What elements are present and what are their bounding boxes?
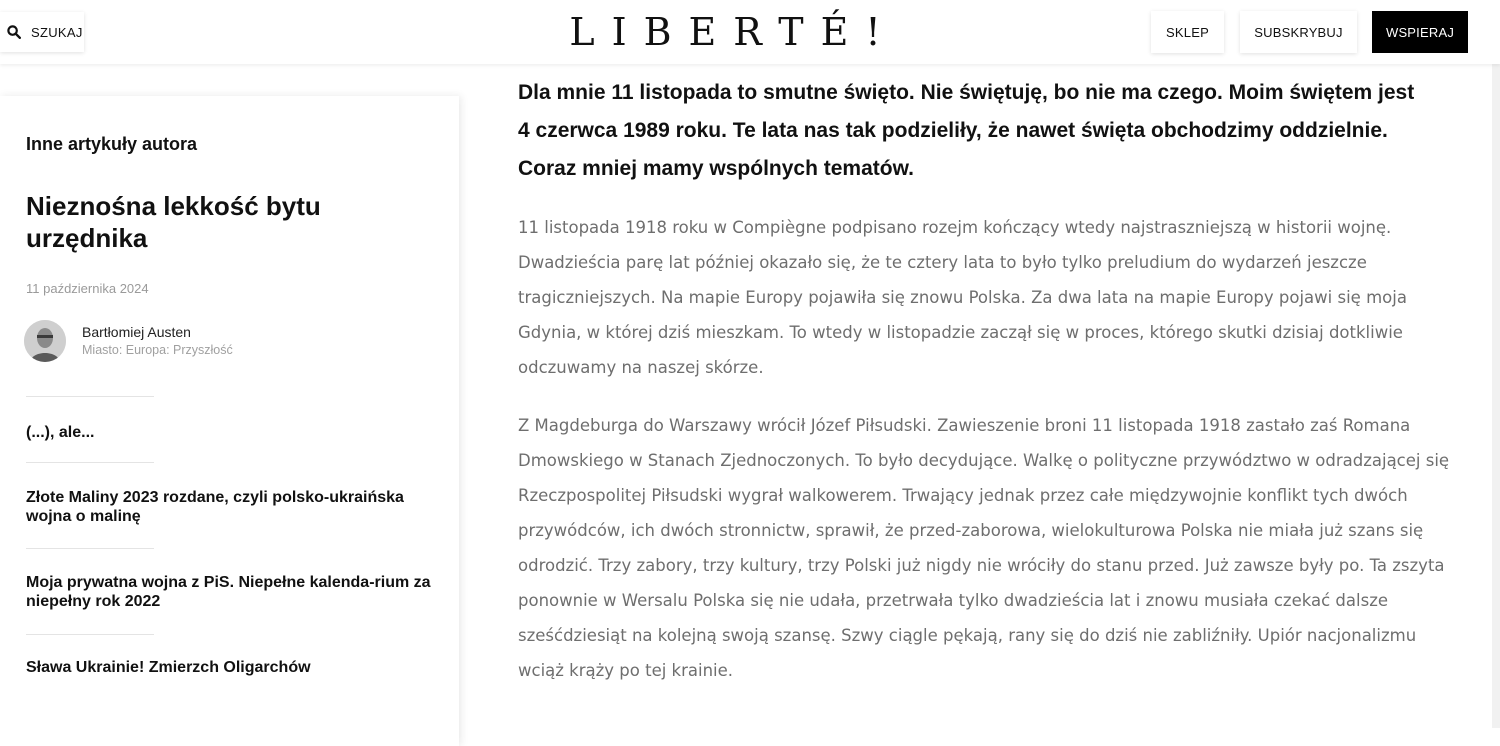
article-lead: Dla mnie 11 listopada to smutne święto. Nie świętuję, bo nie ma czego. Moim świętem jest 4 czerwca 1989 roku. Te lata nas tak podzieliły, że nawet święta obchodzimy oddzielnie. Coraz mniej mamy wspólnych tematów. [518,81,1415,180]
featured-article-title[interactable]: Nieznośna lekkość bytu urzędnika [26,191,321,253]
divider [26,634,154,635]
site-logo[interactable]: LIBERTÉ! [569,10,898,54]
article-paragraph: 11 listopada 1918 roku w Compiègne podpisano rozejm kończący wtedy najstraszniejszą w historii wojnę. Dwadzieścia parę lat później okazało się, że te cztery lata to było tylko preludium do wydarzeń jeszcze tragiczniejszych. Na mapie Europy pojawiła się znowu Polska. Za dwa lata na mapie Europy pojawi się moja Gdynia, w której dziś mieszkam. To wtedy w listopadzie zaczął się w proces, którego skutki dzisiaj dotkliwie odczuwamy na naszej skórze. [518,218,1407,377]
featured-article-date: 11 października 2024 [26,281,149,296]
divider [26,396,154,397]
author-block[interactable] [24,320,233,362]
divider [26,462,154,463]
subscribe-button[interactable]: SUBSKRYBUJ [1240,11,1357,53]
divider [26,548,154,549]
sidebar-heading: Inne artykuły autora [26,134,198,154]
shop-button[interactable]: SKLEP [1151,11,1224,53]
list-item[interactable]: (...), ale... [26,424,95,441]
scrollbar-track[interactable] [1492,0,1500,728]
list-item[interactable]: Złote Maliny 2023 rozdane, czyli polsko-ukraińska wojna o malinę [26,489,404,525]
author-articles-sidebar [0,96,459,746]
list-item[interactable]: Sława Ukrainie! Zmierzch Oligarchów [26,659,311,676]
search-label: SZUKAJ [31,24,83,40]
support-button[interactable]: WSPIERAJ [1372,11,1468,53]
article-paragraph: Z Magdeburga do Warszawy wrócił Józef Piłsudski. Zawieszenie broni 11 listopada 1918 zastało zaś Romana Dmowskiego w Stanach Zjednoczonych. To było decydujące. Walkę o polityczne przywództwo w odradzającej się Rzeczpospolitej Piłsudski wygrał walkowerem. Trwający jednak przez całe międzywojnie konflikt tych dwóch przywódców, ich dwóch stronnictw, sprawił, że przed-zaborowa, wielokulturowa Polska nie miała już szans się odrodzić. Trzy zabory, trzy kultury, trzy Polski już nigdy nie wróciły do stanu przed. Już zawsze były po. Ta zszyta ponownie w Wersalu Polska się nie udała, przetrwała tylko dwadzieścia lat i znowu musiała czekać dalsze sześćdziesiąt na kolejną swoją szansę. Szwy ciągle pękają, rany się do dziś nie zabliźniły. Upiór nacjonalizmu wciąż krąży po tej krainie. [518,416,1450,680]
site-header [0,0,1500,64]
avatar [24,320,66,362]
list-item[interactable]: Moja prywatna wojna z PiS. Niepełne kalenda-rium za niepełny rok 2022 [26,574,431,610]
author-name[interactable]: Bartłomiej Austen [82,324,191,340]
author-location: Miasto: Europa: Przyszłość [82,343,233,357]
